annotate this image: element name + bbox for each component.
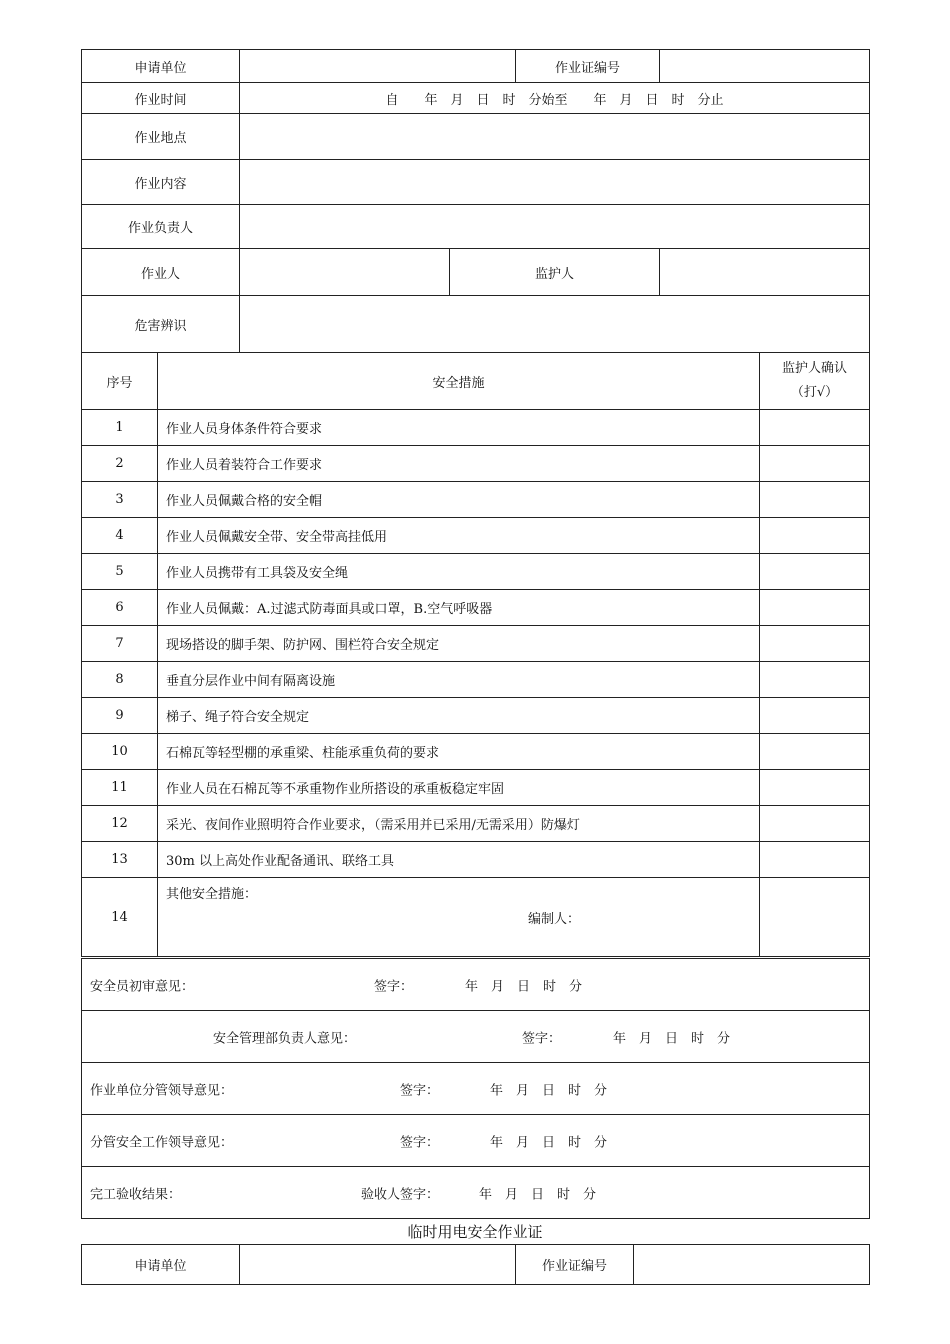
measure-confirm-cell[interactable]: [760, 662, 870, 698]
safety-officer-row[interactable]: [82, 959, 870, 1011]
unit-leader-date: 年 月 日 时 分: [490, 1083, 608, 1098]
table-row: [82, 446, 870, 482]
unit-leader-label: 作业单位分管领导意见：: [90, 1083, 234, 1098]
measure-confirm-cell[interactable]: [760, 446, 870, 482]
measure-confirm-cell[interactable]: [760, 554, 870, 590]
measure-text: 作业人员佩戴合格的安全帽: [158, 482, 760, 518]
measure-confirm-cell[interactable]: [760, 590, 870, 626]
other-measure-cell[interactable]: [158, 878, 760, 957]
measure-text: 作业人员携带有工具袋及安全绳: [158, 554, 760, 590]
measure-text: 石棉瓦等轻型棚的承重梁、柱能承重负荷的要求: [158, 734, 760, 770]
safety-dept-sign-label: 签字：: [522, 1031, 562, 1046]
measure-text: 梯子、绳子符合安全规定: [158, 698, 760, 734]
col-measure-header: 安全措施: [158, 353, 760, 410]
work-time-field[interactable]: 自 年 月 日 时 分始至 年 月 日 时 分止: [240, 83, 870, 114]
safety-measures-table: [81, 352, 870, 957]
measure-no: 11: [82, 770, 158, 806]
work-time-label: 作业时间: [82, 83, 240, 114]
second-applicant-field[interactable]: [240, 1245, 516, 1285]
measure-rows: [82, 410, 870, 878]
measure-confirm-cell[interactable]: [760, 410, 870, 446]
measure-no: 8: [82, 662, 158, 698]
second-permit-no-label: 作业证编号: [516, 1245, 634, 1285]
leader-label: 作业负责人: [82, 205, 240, 249]
permit-no-field[interactable]: [660, 50, 870, 83]
measure-no: 2: [82, 446, 158, 482]
measure-text: 作业人员佩戴安全带、安全带高挂低用: [158, 518, 760, 554]
leader-field[interactable]: [240, 205, 870, 249]
measure-no: 1: [82, 410, 158, 446]
applicant-field[interactable]: [240, 50, 516, 83]
unit-leader-sign-label: 签字：: [400, 1083, 440, 1098]
table-row: [82, 410, 870, 446]
content-label: 作业内容: [82, 160, 240, 205]
measure-confirm-cell[interactable]: [760, 770, 870, 806]
acceptor-sign-label: 验收人签字：: [361, 1187, 440, 1202]
worker-label: 作业人: [82, 249, 240, 296]
content-field[interactable]: [240, 160, 870, 205]
measure-text: 作业人员佩戴：A.过滤式防毒面具或口罩，B.空气呼吸器: [158, 590, 760, 626]
measure-confirm-cell[interactable]: [760, 842, 870, 878]
second-form-title: 临时用电安全作业证: [407, 1223, 543, 1241]
measure-confirm-cell[interactable]: [760, 626, 870, 662]
worker-field[interactable]: [240, 249, 450, 296]
measure-text: 作业人员着装符合工作要求: [158, 446, 760, 482]
permit-no-label: 作业证编号: [516, 50, 660, 83]
table-row: [82, 806, 870, 842]
measure-text: 作业人员在石棉瓦等不承重物作业所搭设的承重板稳定牢固: [158, 770, 760, 806]
location-field[interactable]: [240, 114, 870, 160]
measure-confirm-cell[interactable]: [760, 698, 870, 734]
measure-confirm-cell[interactable]: [760, 734, 870, 770]
safety-leader-row[interactable]: [82, 1115, 870, 1167]
safety-officer-date: 年 月 日 时 分: [465, 979, 583, 994]
confirm-header-line1: 监护人确认: [781, 361, 847, 376]
safety-leader-label: 分管安全工作领导意见：: [90, 1135, 234, 1150]
safety-officer-label: 安全员初审意见：: [90, 979, 195, 994]
completion-row[interactable]: [82, 1167, 870, 1219]
safety-officer-sign-label: 签字：: [374, 979, 414, 994]
guardian-label: 监护人: [450, 249, 660, 296]
measure-no: 3: [82, 482, 158, 518]
second-permit-no-field[interactable]: [634, 1245, 870, 1285]
measure-confirm-cell[interactable]: [760, 482, 870, 518]
confirm-header-line2: （打√）: [790, 385, 839, 400]
safety-dept-row[interactable]: [82, 1011, 870, 1063]
guardian-field[interactable]: [660, 249, 870, 296]
measure-no: 4: [82, 518, 158, 554]
table-row: [82, 626, 870, 662]
measure-text: 垂直分层作业中间有隔离设施: [158, 662, 760, 698]
safety-leader-date: 年 月 日 时 分: [490, 1135, 608, 1150]
applicant-label: 申请单位: [82, 50, 240, 83]
safety-dept-date: 年 月 日 时 分: [613, 1031, 731, 1046]
table-row: [82, 734, 870, 770]
measure-no: 12: [82, 806, 158, 842]
col-no-header: 序号: [82, 353, 158, 410]
measure-text: 现场搭设的脚手架、防护网、围栏符合安全规定: [158, 626, 760, 662]
measure-text: 采光、夜间作业照明符合作业要求，（需采用并已采用/无需采用）防爆灯: [158, 806, 760, 842]
table-row: [82, 518, 870, 554]
measure-no: 7: [82, 626, 158, 662]
table-row: [82, 770, 870, 806]
table-row: [82, 842, 870, 878]
table-row: [82, 554, 870, 590]
measure-no: 9: [82, 698, 158, 734]
completion-date: 年 月 日 时 分: [479, 1187, 597, 1202]
approvals-table: [81, 958, 870, 1219]
table-row: [82, 590, 870, 626]
completion-label: 完工验收结果：: [90, 1187, 182, 1202]
table-row: [82, 662, 870, 698]
measure-no: 10: [82, 734, 158, 770]
unit-leader-row[interactable]: [82, 1063, 870, 1115]
measure-confirm-cell[interactable]: [760, 806, 870, 842]
permit-header-table: [81, 49, 870, 353]
measure-no: 5: [82, 554, 158, 590]
safety-dept-label: 安全管理部负责人意见：: [213, 1031, 357, 1046]
second-form-header-table: [81, 1244, 870, 1285]
other-measure-label: 其他安全措施：: [166, 887, 258, 902]
measure-no: 6: [82, 590, 158, 626]
second-applicant-label: 申请单位: [82, 1245, 240, 1285]
col-confirm-header: [760, 353, 870, 410]
safety-leader-sign-label: 签字：: [400, 1135, 440, 1150]
compiler-label: 编制人：: [528, 912, 581, 927]
measure-no: 13: [82, 842, 158, 878]
hazard-label: 危害辨识: [82, 296, 240, 353]
hazard-field[interactable]: [240, 296, 870, 353]
other-measure-no: 14: [82, 878, 158, 957]
measure-text: 30m 以上高处作业配备通讯、联络工具: [158, 842, 760, 878]
measure-text: 作业人员身体条件符合要求: [158, 410, 760, 446]
table-row: [82, 482, 870, 518]
location-label: 作业地点: [82, 114, 240, 160]
measure-confirm-cell[interactable]: [760, 518, 870, 554]
table-row: [82, 698, 870, 734]
other-measure-confirm[interactable]: [760, 878, 870, 957]
